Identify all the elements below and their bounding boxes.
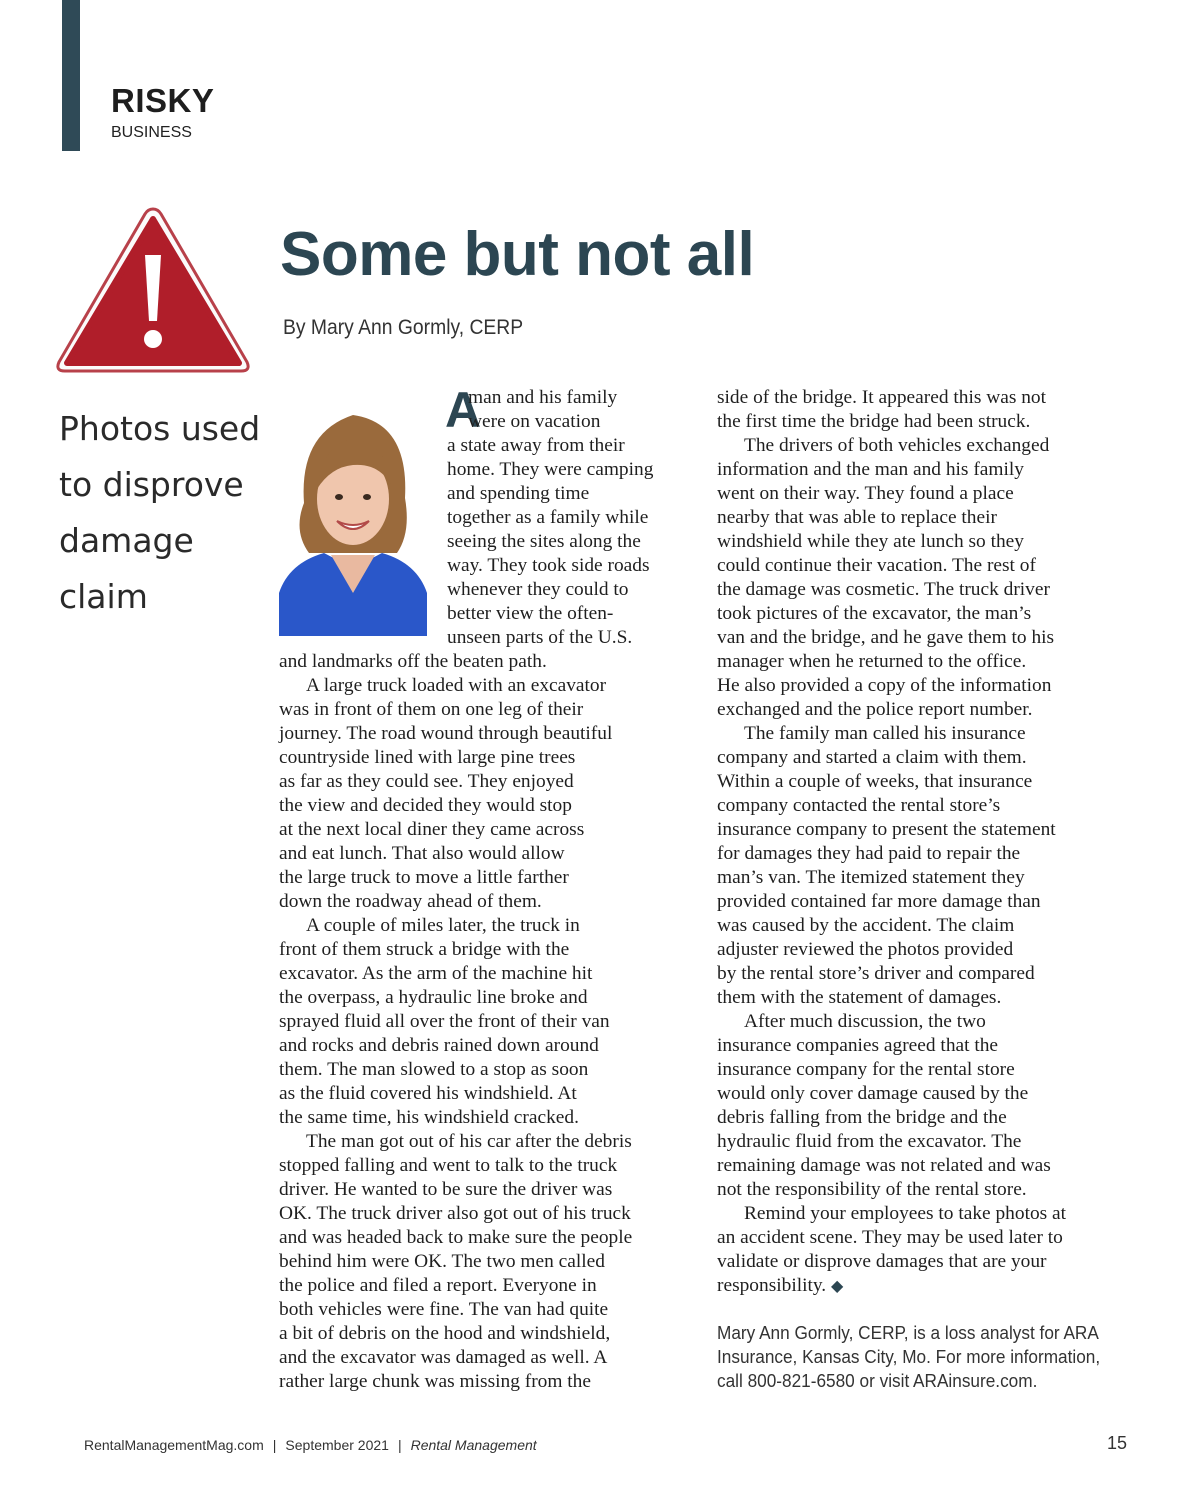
text-line: van and the bridge, and he gave them to his	[717, 627, 1055, 648]
text-line: The man got out of his car after the debris	[306, 1131, 632, 1152]
text-line: man and his family	[468, 387, 618, 408]
pull-quote-line: claim	[59, 577, 148, 616]
text-line: and rocks and debris rained down around	[279, 1035, 599, 1056]
text-line: the same time, his windshield cracked.	[279, 1107, 579, 1128]
text-line: journey. The road wound through beautiful	[279, 723, 613, 744]
text-line: would only cover damage caused by the	[717, 1083, 1029, 1104]
text-line: a state away from their	[447, 435, 625, 456]
text-line: nearby that was able to replace their	[717, 507, 997, 528]
text-line: Remind your employees to take photos at	[744, 1203, 1067, 1224]
text-line: front of them struck a bridge with the	[279, 939, 570, 960]
pull-quote-line: damage	[59, 521, 194, 560]
text-line: could continue their vacation. The rest of	[717, 555, 1036, 576]
text-line: insurance company to present the statement	[717, 819, 1056, 840]
text-line: the damage was cosmetic. The truck driver	[717, 579, 1050, 600]
text-line: them with the statement of damages.	[717, 987, 1002, 1008]
text-line: After much discussion, the two	[744, 1011, 986, 1032]
end-mark-icon: ◆	[831, 1278, 844, 1295]
text-line: He also provided a copy of the information	[717, 675, 1052, 696]
text-line: not the responsibility of the rental store.	[717, 1179, 1027, 1200]
footer-separator: |	[272, 1437, 277, 1453]
text-line: at the next local diner they came across	[279, 819, 585, 840]
text-line: man’s van. The itemized statement they	[717, 867, 1025, 888]
section-title: RISKY	[111, 82, 215, 119]
text-line: both vehicles were fine. The van had quite	[279, 1299, 609, 1320]
text-line: way. They took side roads	[447, 555, 650, 576]
text-line: and spending time	[447, 483, 590, 504]
text-line: The drivers of both vehicles exchanged	[744, 435, 1050, 456]
section-subtitle: BUSINESS	[111, 124, 192, 141]
text-line: together as a family while	[447, 507, 649, 528]
text-line: Within a couple of weeks, that insurance	[717, 771, 1033, 792]
text-line: rather large chunk was missing from the	[279, 1371, 591, 1392]
text-line: adjuster reviewed the photos provided	[717, 939, 1014, 960]
text-line: as the fluid covered his windshield. At	[279, 1083, 577, 1104]
text-line: hydraulic fluid from the excavator. The	[717, 1131, 1022, 1152]
text-line: a bit of debris on the hood and windshield,	[279, 1323, 611, 1344]
text-line: were on vacation	[468, 411, 601, 432]
footer-magazine: Rental Management	[410, 1437, 537, 1453]
page-number: 15	[1107, 1433, 1128, 1453]
bio-line: Mary Ann Gormly, CERP, is a loss analyst for ARA	[717, 1322, 1099, 1343]
text-line: took pictures of the excavator, the man’s	[717, 603, 1032, 624]
byline: By Mary Ann Gormly, CERP	[283, 316, 524, 339]
text-line: seeing the sites along the	[447, 531, 641, 552]
text-line: windshield while they ate lunch so they	[717, 531, 1024, 552]
text-line: company contacted the rental store’s	[717, 795, 1001, 816]
text-line: the large truck to move a little farther	[279, 867, 569, 888]
article-column-1	[279, 382, 654, 1394]
text-line: remaining damage was not related and was	[717, 1155, 1051, 1176]
text-line: the overpass, a hydraulic line broke and	[279, 987, 588, 1008]
page-footer	[84, 1437, 537, 1453]
text-line: as far as they could see. They enjoyed	[279, 771, 574, 792]
text-line: down the roadway ahead of them.	[279, 891, 542, 912]
article-column-2	[717, 386, 1066, 1299]
footer-site: RentalManagementMag.com	[84, 1437, 264, 1453]
section-accent-bar	[62, 0, 80, 151]
text-line: validate or disprove damages that are your	[717, 1251, 1047, 1272]
text-line: was caused by the accident. The claim	[717, 915, 1015, 936]
text-line: sprayed fluid all over the front of their van	[279, 1011, 610, 1032]
text-line: manager when he returned to the office.	[717, 651, 1027, 672]
text-line: The family man called his insurance	[744, 723, 1026, 744]
text-line: provided contained far more damage than	[717, 891, 1041, 912]
text-line: and eat lunch. That also would allow	[279, 843, 565, 864]
footer-date: September 2021	[285, 1437, 389, 1453]
author-bio	[717, 1321, 1100, 1393]
text-line: responsibility.	[717, 1275, 827, 1296]
text-line: and landmarks off the beaten path.	[279, 651, 547, 672]
warning-triangle-icon	[52, 203, 254, 377]
text-line: the view and decided they would stop	[279, 795, 572, 816]
text-line: side of the bridge. It appeared this was not	[717, 387, 1047, 408]
text-line: for damages they had paid to repair the	[717, 843, 1021, 864]
text-line: whenever they could to	[447, 579, 629, 600]
text-line: was in front of them on one leg of their	[279, 699, 584, 720]
drop-cap: A	[445, 382, 482, 438]
bio-line: call 800-821-6580 or visit ARAinsure.com.	[717, 1370, 1038, 1391]
pull-quote	[59, 401, 274, 625]
text-line: excavator. As the arm of the machine hit	[279, 963, 593, 984]
pull-quote-line: to disprove	[59, 465, 244, 504]
text-line: exchanged and the police report number.	[717, 699, 1033, 720]
text-line: unseen parts of the U.S.	[447, 627, 633, 648]
text-line: information and the man and his family	[717, 459, 1024, 480]
text-line: insurance companies agreed that the	[717, 1035, 999, 1056]
headline: Some but not all	[280, 220, 755, 289]
footer-separator: |	[397, 1437, 402, 1453]
text-line: the first time the bridge had been struck.	[717, 411, 1031, 432]
text-line: A large truck loaded with an excavator	[306, 675, 607, 696]
text-line: them. The man slowed to a stop as soon	[279, 1059, 589, 1080]
text-line-last	[717, 1274, 1066, 1299]
text-line: driver. He wanted to be sure the driver was	[279, 1179, 613, 1200]
text-line: countryside lined with large pine trees	[279, 747, 576, 768]
text-line: stopped falling and went to talk to the truck	[279, 1155, 618, 1176]
text-line: A couple of miles later, the truck in	[306, 915, 580, 936]
text-line: and was headed back to make sure the people	[279, 1227, 633, 1248]
text-line: home. They were camping	[447, 459, 654, 480]
pull-quote-line: Photos used	[59, 409, 261, 448]
text-line: behind him were OK. The two men called	[279, 1251, 605, 1272]
text-line: an accident scene. They may be used later to	[717, 1227, 1063, 1248]
text-line: went on their way. They found a place	[717, 483, 1014, 504]
text-line: insurance company for the rental store	[717, 1059, 1015, 1080]
text-line: and the excavator was damaged as well. A	[279, 1347, 608, 1368]
text-line: OK. The truck driver also got out of his truck	[279, 1203, 631, 1224]
text-line: better view the often-	[447, 603, 614, 624]
bio-line: Insurance, Kansas City, Mo. For more information,	[717, 1346, 1101, 1367]
text-line: company and started a claim with them.	[717, 747, 1027, 768]
text-line: by the rental store’s driver and compared	[717, 963, 1035, 984]
text-line: debris falling from the bridge and the	[717, 1107, 1007, 1128]
text-line: the police and filed a report. Everyone in	[279, 1275, 597, 1296]
